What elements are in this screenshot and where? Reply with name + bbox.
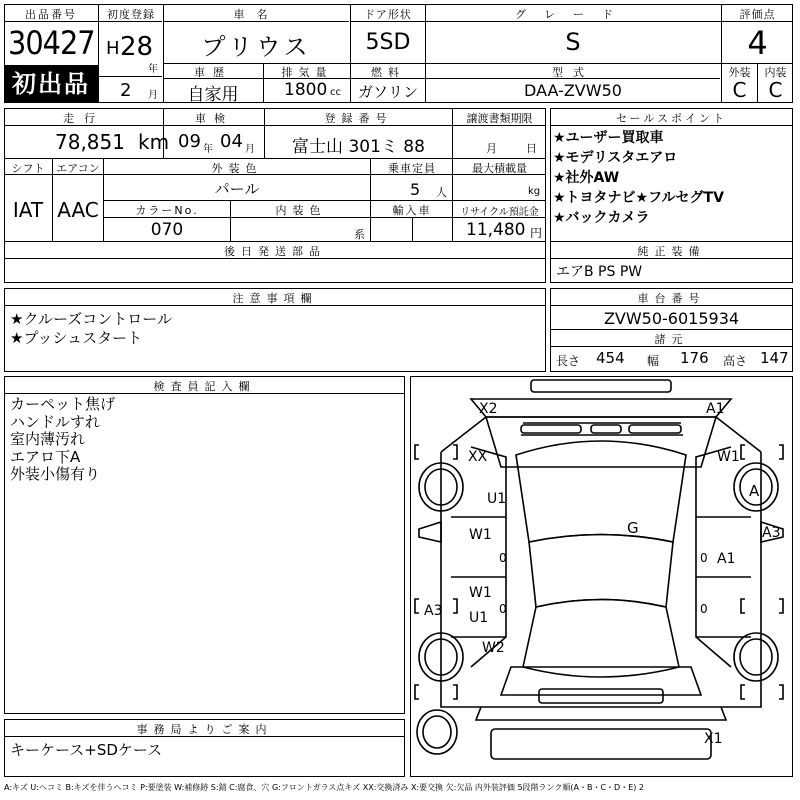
inspector-item: 外装小傷有り [10,465,101,483]
mileage-label: 走行 [63,112,105,125]
sales-points-list [553,128,724,228]
score-value: 4 [747,24,768,62]
displacement-unit: cc [330,87,341,98]
recycle-label: リサイクル預託金 [460,207,539,218]
inspector-item: ハンドルすれ [10,412,101,431]
ac-label: エアコン [56,162,100,175]
model-label: 型式 [552,66,594,79]
score-label: 評価点 [739,8,776,21]
length-value: 454 [596,349,625,367]
notes-label: 注意事項欄 [232,292,318,305]
displacement-label: 排気量 [281,66,333,79]
history-value: 自家用 [187,85,239,105]
height-label: 高さ [723,354,748,368]
mark-xx: XX [468,449,488,465]
car-outline-svg [411,377,791,775]
shift-value: IAT [12,198,44,222]
displacement-value: 1800 [284,80,328,100]
era: H [106,38,120,59]
int-color-unit: 系 [354,228,365,241]
equipment-label: 純正装備 [637,245,706,258]
dims-label: 諸元 [654,333,689,346]
history-label: 車歴 [194,66,232,79]
length-label: 長さ [556,354,581,368]
sales-point-item: ★社外AW [553,170,620,186]
sales-points-label: セールスポイント [615,112,727,125]
lot-label: 出品番号 [25,8,77,21]
mark-a3-right: A3 [762,525,781,541]
inspector-item: カーペット焦げ [10,395,116,413]
reg-year: 28 [120,32,154,62]
month-unit: 月 [148,90,158,101]
ac-value: AAC [57,198,99,222]
inspection-label: 車検 [195,112,233,125]
recycle-value: 11,480 [466,220,526,240]
door-label: ドア形状 [364,8,412,21]
ext-color-value: パール [214,180,260,198]
note-item: ★プッシュスタート [10,329,143,347]
sales-point-item: ★ユーザー買取車 [553,130,664,146]
exterior-label: 外装 [728,66,751,79]
height-value: 147 [760,349,789,367]
recycle-unit: 円 [530,226,543,240]
mark-w1-lr: W1 [469,585,492,601]
transfer-label: 譲渡書類期限 [466,112,533,125]
notes-list [10,310,172,348]
mark-u1-lr: U1 [469,610,489,626]
inspection-year: 09 [178,131,201,152]
door-value: 5SD [365,30,411,55]
inspection-year-unit: 年 [203,144,213,155]
inspector-list [10,396,115,484]
inspection-month: 04 [220,131,243,152]
first-listing-badge: 初出品 [4,65,98,103]
equipment-value: エアB PS PW [556,264,643,280]
reg-month: 2 [120,80,132,101]
mark-a1-top: A1 [706,401,725,417]
inspector-item: 室内薄汚れ [10,430,86,448]
int-color-label: 内装色 [275,204,327,217]
mark-zero-2: 0 [700,551,708,565]
inspector-item: エアロ下A [10,447,81,466]
mileage-value: 78,851 [55,130,125,154]
plate-value: 富士山 301ミ 88 [292,137,425,157]
car-diagram [410,376,793,777]
fuel-label: 燃料 [371,66,405,79]
sales-point-item: ★トヨタナビ★フルセグTV [553,190,724,206]
car-name: プリウス [201,33,312,61]
mark-a-right: A [749,482,760,500]
capacity-label: 乗車定員 [388,162,436,175]
width-value: 176 [680,349,709,367]
mark-w1-rf: W1 [717,449,740,465]
exterior-value: C [732,78,747,102]
color-no-label: カラーNo. [135,204,199,217]
load-unit: kg [528,186,541,197]
year-unit: 年 [148,64,158,75]
mark-a1-mid: A1 [717,551,736,567]
mark-x1: X1 [704,731,723,747]
transfer-day-unit: 日 [526,142,537,155]
grade-label: グレード [515,8,631,21]
load-label: 最大積載量 [472,162,527,175]
sales-point-item: ★バックカメラ [553,210,650,226]
width-label: 幅 [647,354,660,368]
color-no-value: 070 [150,220,184,240]
inspector-label: 検査員記入欄 [153,380,256,393]
sales-point-item: ★モデリスタエアロ [553,150,678,166]
first-reg-label: 初度登録 [107,8,155,21]
mileage-unit: km [138,130,170,154]
model-value: DAA-ZVW50 [524,81,622,100]
interior-label: 内装 [764,66,787,79]
mark-u1: U1 [487,491,507,507]
legend: A:キズ U:ヘコミ B:キズを伴うヘコミ P:要塗装 W:補修跡 S:錆 C:腐食、穴 G:フロントガラス点キズ XX:交換済み X:要交換 欠:欠品 内外装評価 5段階ランク順(A・B・C・D・E) 2 [4,783,645,792]
import-label: 輸入車 [392,204,432,217]
shift-label: シフト [11,162,45,175]
capacity-value: 5 [410,180,421,199]
mark-a3-left: A3 [424,603,443,619]
mark-w2: W2 [482,640,505,656]
plate-label: 登録番号 [324,112,393,125]
chassis-label: 車台番号 [637,292,706,305]
mark-zero-1: 0 [499,551,507,565]
mark-w1-lf: W1 [469,527,492,543]
grade-value: S [565,28,581,56]
note-item: ★クルーズコントロール [10,310,172,328]
mark-zero-4: 0 [700,602,708,616]
mark-g: G [627,519,639,537]
capacity-unit: 人 [436,186,447,199]
inspection-month-unit: 月 [245,144,255,155]
car-name-label: 車名 [233,8,280,21]
mark-x2: X2 [479,401,498,417]
mark-zero-3: 0 [499,602,507,616]
lot-number: 30427 [8,24,95,62]
transfer-month-unit: 月 [486,142,497,155]
office-label: 事務局よりご案内 [136,723,273,736]
later-parts-label: 後日発送部品 [224,245,326,258]
chassis-value: ZVW50-6015934 [603,309,740,328]
ext-color-label: 外装色 [211,162,263,175]
interior-value: C [768,78,783,102]
office-value: キーケース+SDケース [10,741,163,759]
fuel-value: ガソリン [357,83,418,101]
